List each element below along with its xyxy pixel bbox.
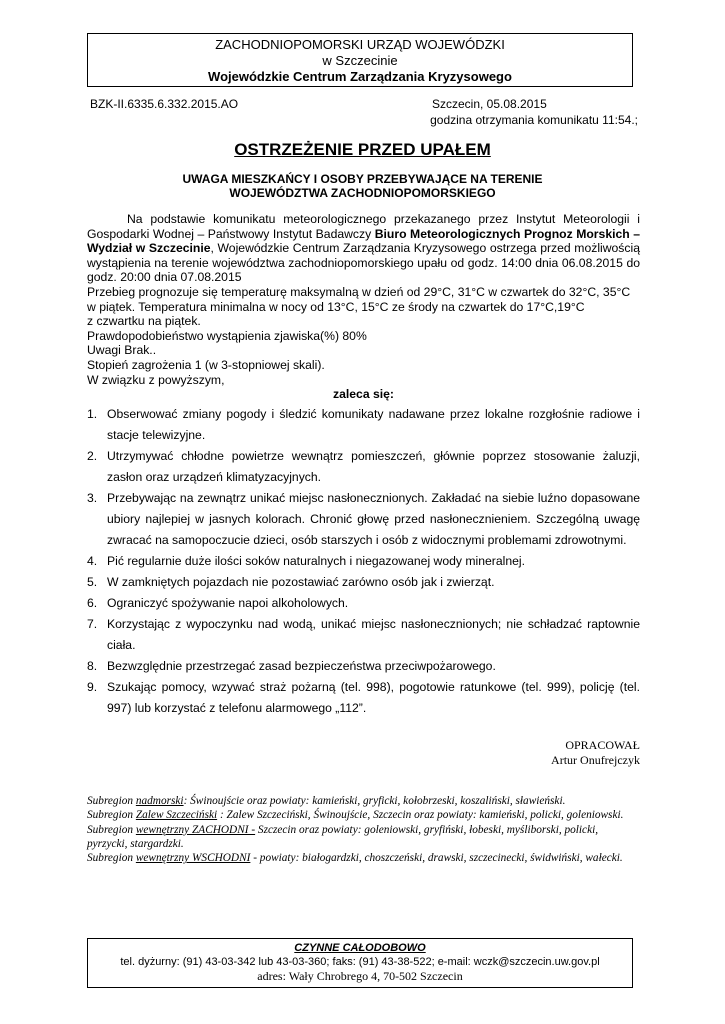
list-item — [87, 593, 640, 614]
signature-name: Artur Onufrejczyk — [551, 753, 640, 767]
subregion-entry — [87, 851, 640, 865]
signature-block — [551, 738, 640, 768]
subregion-prefix: Subregion — [87, 795, 136, 807]
header-office: ZACHODNIOPOMORSKI URZĄD WOJEWÓDZKI — [215, 37, 505, 52]
subtitle-line-1: UWAGA MIESZKAŃCY I OSOBY PRZEBYWAJĄCE NA TERENIE — [182, 172, 543, 186]
list-item-text: Utrzymywać chłodne powietrze wewnątrz pomieszczeń, głównie poprzez stosowanie żaluzji, zasłon oraz urządzeń klimatyzacyjnych. — [107, 449, 640, 484]
threat-level-line: Stopień zagrożenia 1 (w 3-stopniowej skali). — [87, 357, 325, 372]
list-item-text: Ograniczyć spożywanie napoi alkoholowych. — [107, 596, 349, 610]
body-text — [87, 212, 640, 402]
list-item-text: Bezwzględnie przestrzegać zasad bezpieczeństwa przeciwpożarowego. — [107, 659, 496, 673]
subregion-prefix: Subregion — [87, 852, 136, 865]
header-city: w Szczecinie — [322, 53, 398, 68]
intro-bold-office: Biuro Meteorologicznych Prognoz Morskich – Wydział w Szczecinie — [87, 226, 640, 256]
list-item — [87, 656, 640, 677]
list-item — [87, 404, 640, 446]
intro-paragraph — [87, 212, 640, 285]
list-item-text: Szukając pomocy, wzywać straż pożarną (tel. 998), pogotowie ratunkowe (tel. 999), policję (tel. 997) lub korzystać z telefonu alarmowego „112”. — [107, 680, 640, 715]
intro-part-2: , Wojewódzkie Centrum Zarządzania Kryzysowego ostrzega przed możliwością wystąpienia na terenie województwa zachodniopomorskiego upału od godz. 14:00 dnia 06.08.2015 do godz. 20:00 dnia 07.08.2015 — [87, 241, 640, 285]
list-item — [87, 614, 640, 656]
list-item-number: 7. — [87, 617, 98, 631]
list-item-number: 5. — [87, 575, 98, 589]
forecast-line-1: Przebieg prognozuje się temperaturę maksymalną w dzień od 29°C, 31°C w czwartek do 32°C, 35°C — [87, 284, 631, 299]
list-item — [87, 551, 640, 572]
list-item — [87, 677, 640, 719]
subregion-name: wewnętrzny ZACHODNI - — [135, 823, 256, 836]
subregion-prefix: Subregion — [87, 809, 136, 822]
place-date: Szczecin, 05.08.2015 — [432, 97, 547, 111]
list-item — [87, 446, 640, 488]
list-item-number: 1. — [87, 407, 98, 421]
footer-contact: tel. dyżurny: (91) 43-03-342 lub 43-03-360; faks: (91) 43-38-522; e-mail: wczk@szczecin.uw.gov.pl — [120, 956, 600, 968]
subregion-entry — [87, 808, 640, 822]
list-item — [87, 488, 640, 551]
forecast-line-3: z czwartku na piątek. — [87, 314, 201, 329]
subregion-prefix: Subregion — [87, 823, 136, 836]
reference-number: BZK-II.6335.6.332.2015.AO — [90, 97, 239, 111]
list-item-number: 4. — [87, 554, 98, 568]
list-item-number: 9. — [87, 680, 98, 694]
document-subtitle — [0, 172, 725, 200]
list-item-number: 3. — [87, 491, 98, 505]
subregion-name: wewnętrzny WSCHODNI — [135, 852, 251, 865]
list-item-number: 6. — [87, 596, 98, 610]
subregion-name: Zalew Szczeciński — [135, 809, 218, 822]
subregion-text: - powiaty: białogardzki, choszczeński, drawski, szczecinecki, świdwiński, wałecki. — [250, 852, 623, 865]
list-item-text: Przebywając na zewnątrz unikać miejsc nasłonecznionych. Zakładać na siebie luźno dopasowane ubiory najlepiej w jasnych kolorach. Chronić głowę przed nasłonecznieniem. Szczególną uwagę zwracać na samopoczucie dzieci, osób starszych i osób z widocznymi problemami zdrowotnymi. — [107, 491, 640, 547]
recommended-heading: zaleca się: — [333, 387, 394, 402]
list-item-text: Korzystając z wypoczynku nad wodą, unikać miejsc nasłonecznionych; nie schładzać raptownie ciała. — [107, 617, 640, 652]
list-item-text: W zamkniętych pojazdach nie pozostawiać zarówno osób jak i zwierząt. — [107, 575, 495, 589]
list-item — [87, 572, 640, 593]
header-box — [87, 33, 633, 87]
subregion-text: : Świnoujście oraz powiaty: kamieński, gryficki, kołobrzeski, koszaliński, sławieński. — [183, 795, 566, 807]
subregions-block — [87, 794, 640, 865]
subregion-text: Szczecin oraz powiaty: goleniowski, gryfiński, łobeski, myśliborski, policki, pyrzycki, stargardzki. — [87, 823, 599, 850]
document-title: OSTRZEŻENIE PRZED UPAŁEM — [234, 140, 491, 159]
footer-box — [87, 938, 633, 988]
forecast-line-2: w piątek. Temperatura minimalna w nocy od 13°C, 15°C ze środy na czwartek do 17°C,19°C — [87, 299, 585, 314]
footer-address: adres: Wały Chrobrego 4, 70-502 Szczecin — [257, 969, 463, 983]
intro-part-1: Na podstawie komunikatu meteorologicznego przekazanego przez Instytut Meteorologii i Gospodarki Wodnej – Państwowy Instytut Badawczy — [87, 212, 640, 241]
remarks-line: Uwagi Brak.. — [87, 343, 157, 358]
list-item-text: Obserwować zmiany pogody i śledzić komunikaty nadawane przez lokalne rozgłośnie radiowe i stacje telewizyjne. — [107, 407, 640, 442]
list-item-text: Pić regularnie duże ilości soków naturalnych i niegazowanej wody mineralnej. — [107, 554, 525, 568]
list-item-number: 2. — [87, 449, 98, 463]
received-time: godzina otrzymania komunikatu 11:54.; — [430, 113, 638, 127]
subregion-entry — [87, 794, 640, 808]
recommendations-list — [87, 404, 640, 719]
probability-line: Prawdopodobieństwo wystąpienia zjawiska(%) 80% — [87, 328, 367, 343]
signature-label: OPRACOWAŁ — [565, 738, 640, 752]
subregion-name: nadmorski — [135, 795, 184, 807]
footer-title: CZYNNE CAŁODOBOWO — [294, 942, 426, 954]
header-center: Wojewódzkie Centrum Zarządzania Kryzysowego — [208, 69, 512, 84]
therefore-line: W związku z powyższym, — [87, 372, 225, 387]
subtitle-line-2: WOJEWÓDZTWA ZACHODNIOPOMORSKIEGO — [229, 186, 496, 200]
subregion-entry — [87, 823, 640, 852]
subregion-text: : Zalew Szczeciński, Świnoujście, Szczecin oraz powiaty: kamieński, policki, goleniowski. — [217, 809, 624, 822]
list-item-number: 8. — [87, 659, 98, 673]
